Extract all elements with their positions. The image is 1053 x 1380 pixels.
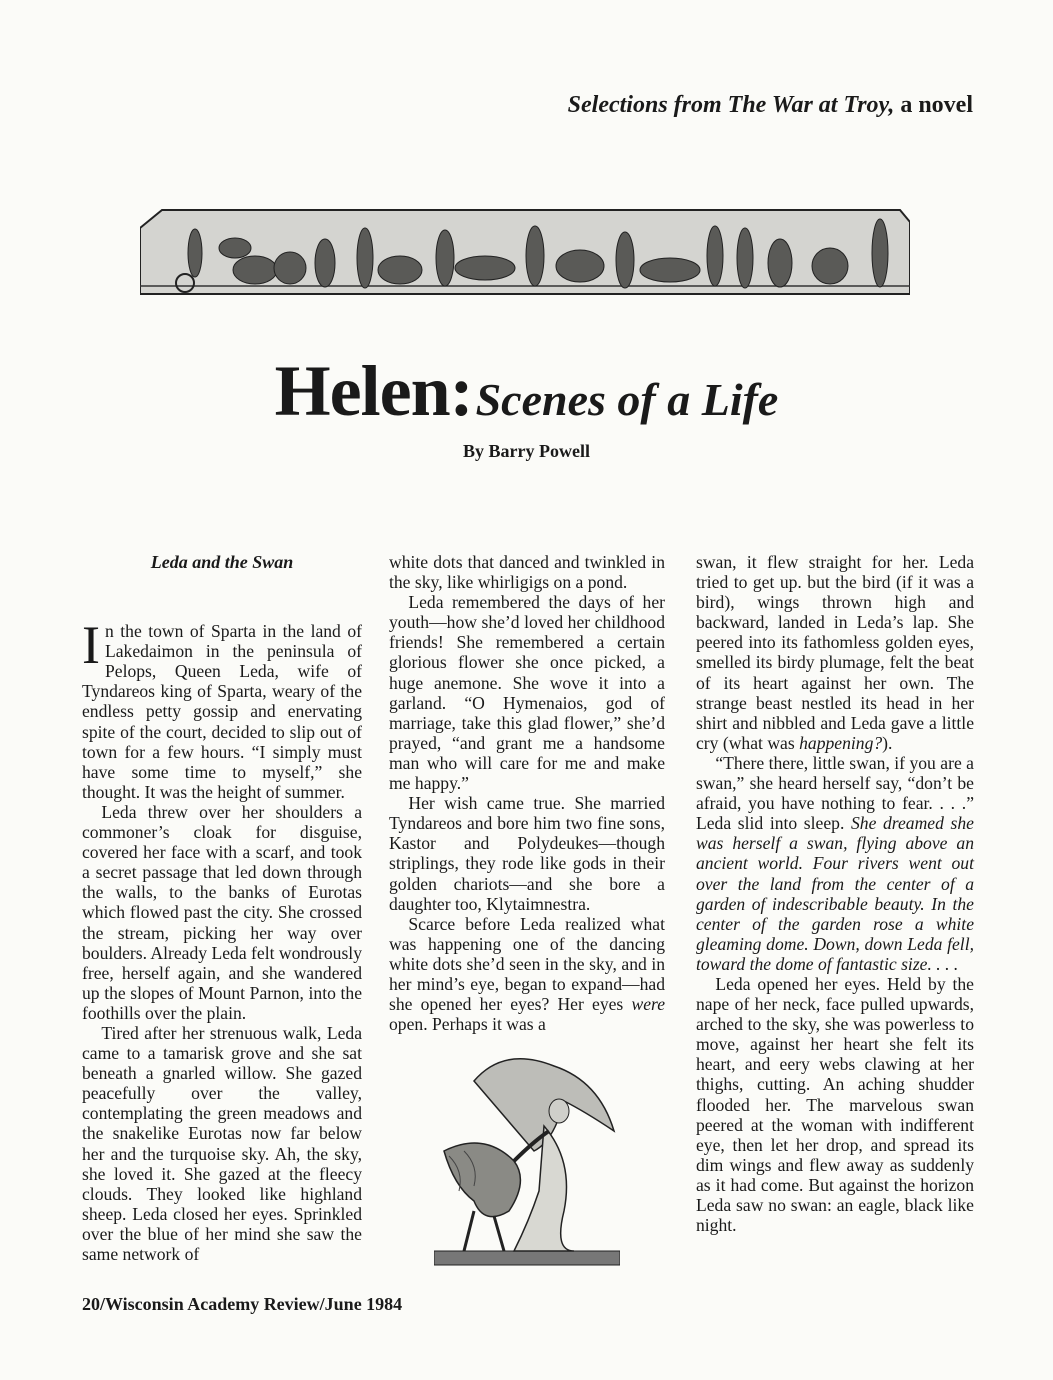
- series-subtitle: a novel: [900, 92, 973, 118]
- paragraph-text: ).: [882, 732, 893, 753]
- paragraph: white dots that danced and twinkled in the sky, like whirligigs on a pond.: [389, 552, 665, 593]
- paragraph: Her wish came true. She married Tyndareos and bore him two fine sons, Kastor and Polydeukes—though striplings, they rode like gods in their golden chariots—and she bore a daughter too, Klytaimnestra.: [389, 793, 665, 914]
- article-title: [0, 350, 1053, 433]
- title-subtitle: Scenes of a Life: [475, 374, 779, 425]
- paragraph: [696, 552, 974, 753]
- title-main: Helen:: [274, 351, 473, 431]
- paragraph-text: swan, it flew straight for her. Leda tried to get up. but the bird (if it was a bird), wings thrown high and backward, landed in Leda’s lap. She peered into its fathomless golden eyes, smelled its birdy plumage, felt the beat of its heart against her own. The strange beast nestled its head in her shirt and nibbled and Leda gave a little cry (what was: [696, 552, 974, 753]
- series-title: Selections from The War at Troy,: [567, 92, 895, 118]
- leda-and-swan-relief-icon: [434, 1051, 620, 1267]
- byline: By Barry Powell: [463, 441, 590, 461]
- paragraph: Leda remembered the days of her youth—how she’d loved her childhood friends! She remembered a certain glorious flower she once picked, a huge anemone. She wove it into a garland. “O Hymenaios, god of marriage, take this glad flower,” she’d prayed, “and grant me a handsome man who will care for me and make me happy.”: [389, 592, 665, 794]
- column-2: [389, 552, 665, 1267]
- column-3: [696, 552, 974, 1235]
- paragraph-text: n the town of Sparta in the land of Lakedaimon in the peninsula of Pelops, Queen Leda, wife of Tyndareos king of Sparta, weary of the endless petty gossip and enervating spite of the court, decided to slip out of town for a few hours. “I simply must have some time to myself,” she thought. It was the height of summer.: [82, 621, 362, 802]
- dream-passage: She dreamed she was herself a swan, flying above an ancient world. Four rivers went out over the land from the center of a garden of indescribable beauty. In the center of the garden rose a white gleaming dome. Down, down Leda fell, toward the dome of fantastic size. . . .: [696, 813, 974, 974]
- paragraph: Leda opened her eyes. Held by the nape of her neck, face pulled upwards, arched to the sky, she was powerless to move, against her heart she felt its heart, and eery webs clawing at her thighs, cutting. An aching shudder flooded her. The marvelous swan peered at the woman with indifferent eye, then let her drop, and spread its dim wings and flew away as suddenly as it had come. But against the horizon Leda saw no swan: an eagle, black like night.: [696, 973, 974, 1236]
- running-head: [568, 92, 973, 119]
- emphasis: were: [631, 994, 665, 1015]
- paragraph: Leda threw over her shoulders a commoner’s cloak for disguise, covered her face with a scarf, and took a secret passage that led down through the walls, to the banks of Eurotas which flowed past the city. She crossed the stream, picking her way over boulders. Already Leda felt wondrously free, herself again, and she wandered up the slopes of Mount Parnon, into the foothills over the plain.: [82, 801, 362, 1023]
- paragraph-text: Scarce before Leda realized what was happening one of the dancing white dots she’d seen in the sky, and in her mind’s eye, began to expand—had she opened her eyes? Her eyes: [389, 913, 665, 1015]
- page-footer: 20/Wisconsin Academy Review/June 1984: [82, 1294, 403, 1314]
- section-heading: Leda and the Swan: [150, 552, 294, 572]
- paragraph-text: “There there, little swan, if you are a swan,” she heard herself say, “don’t be afraid, you have nothing to fear. . . .” Leda slid into sleep.: [696, 752, 974, 834]
- column-1: [82, 552, 362, 1264]
- paragraph: [696, 753, 974, 974]
- paragraph: [389, 914, 665, 1035]
- emphasis: happening?: [799, 732, 883, 753]
- paragraph: [82, 615, 362, 802]
- drop-cap: I: [82, 615, 100, 676]
- paragraph: Tired after her strenuous walk, Leda came to a tamarisk grove and she sat beneath a gnarled willow. She gazed peacefully over the valley, contemplating the green meadows and the snakelike Eurotas now far below her and the turquoise sky. Ah, the sky, she loved it. She gazed at the fleecy clouds. They looked like highland sheep. Leda closed her eyes. Sprinkled over the blue of her mind she saw the same network of: [82, 1022, 362, 1264]
- classical-frieze-icon: [140, 208, 910, 296]
- paragraph-text: open. Perhaps it was a: [389, 1014, 546, 1035]
